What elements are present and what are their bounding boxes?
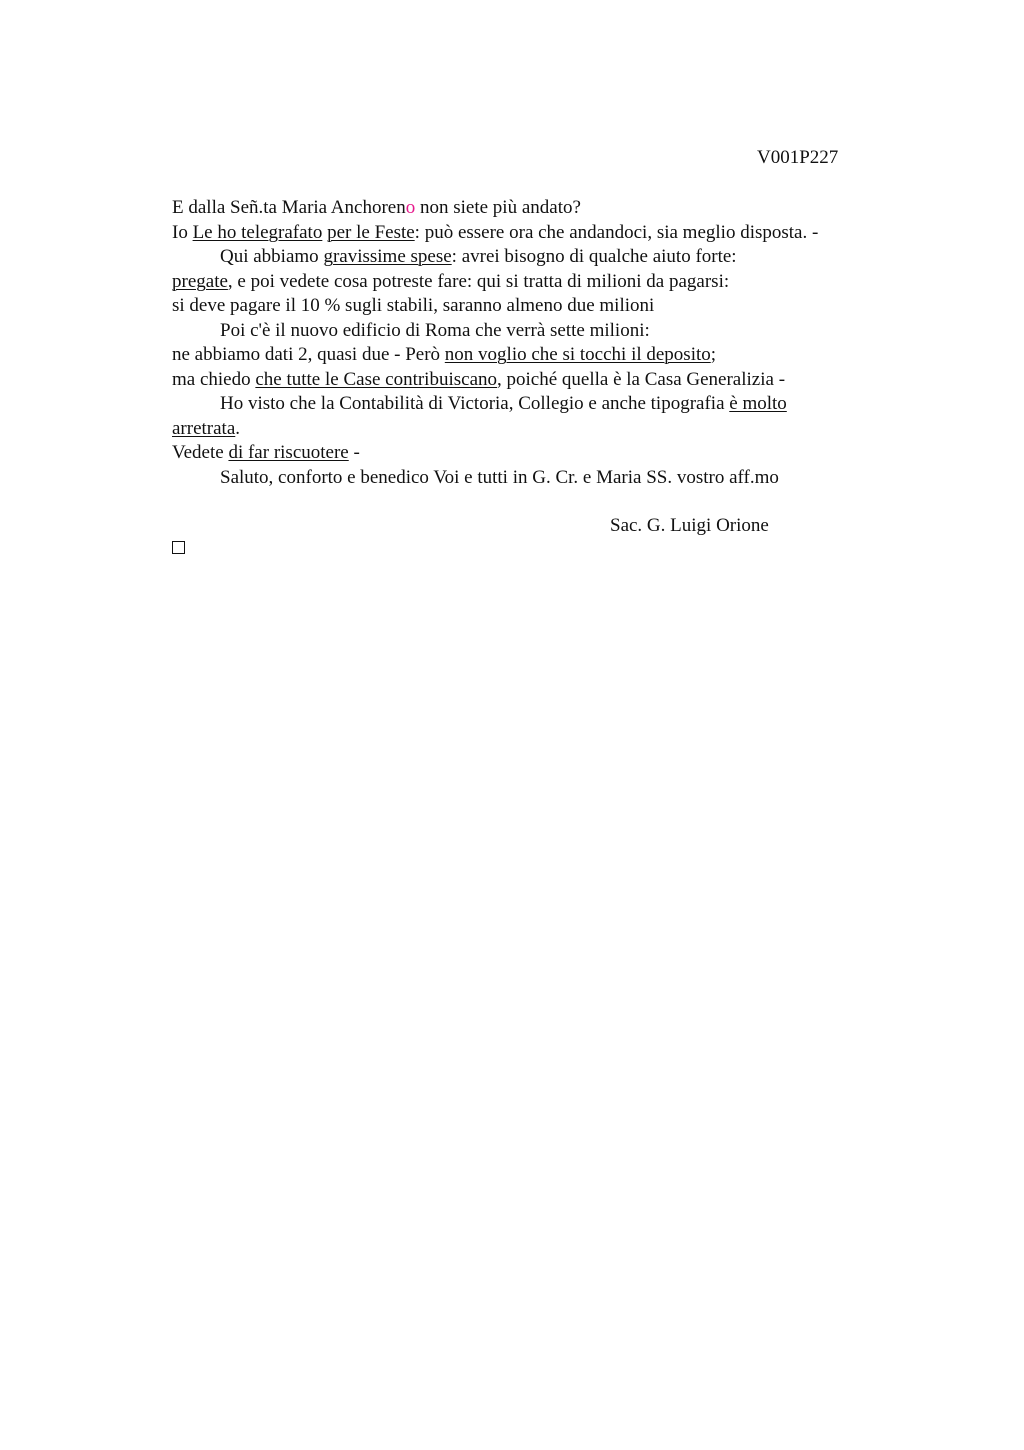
text-segment: Poi c'è il nuovo edificio di Roma che verrà sette milioni: xyxy=(220,319,650,341)
text-line xyxy=(172,294,892,319)
underlined-text: arretrata xyxy=(172,417,236,439)
underlined-text: di far riscuotere xyxy=(228,442,349,463)
text-segment: ; xyxy=(710,344,717,365)
text-line xyxy=(172,196,892,221)
checkbox-square-icon xyxy=(172,541,185,554)
signature: Sac. G. Luigi Orione xyxy=(610,515,769,536)
letter-body xyxy=(172,196,892,490)
text-line xyxy=(172,368,892,393)
text-line xyxy=(172,417,892,442)
text-segment: : avrei bisogno di qualche aiuto forte: xyxy=(451,246,737,267)
text-segment: - xyxy=(348,442,360,463)
underlined-text: pregate xyxy=(172,270,228,292)
text-segment: , e poi vedete cosa potreste fare: qui si tratta di milioni da pagarsi: xyxy=(227,270,730,292)
text-segment: Io xyxy=(172,221,193,243)
underlined-text: per le Feste xyxy=(327,221,415,243)
text-segment: Qui abbiamo xyxy=(220,246,324,267)
text-line xyxy=(172,245,892,270)
text-segment: ne abbiamo dati 2, quasi due - Però xyxy=(172,344,445,365)
underlined-text: gravissime spese xyxy=(323,246,452,267)
underlined-text: non voglio che si tocchi il deposito xyxy=(444,344,711,365)
text-segment: E dalla Señ.ta Maria Anchoren xyxy=(172,197,406,218)
text-line xyxy=(172,466,892,491)
text-line xyxy=(172,221,892,246)
underlined-text: che tutte le Case contribuiscano xyxy=(255,368,497,390)
text-segment: si deve pagare il 10 % sugli stabili, saranno almeno due milioni xyxy=(172,295,655,316)
text-segment: Vedete xyxy=(172,442,229,463)
underlined-text: è molto xyxy=(729,393,787,414)
text-segment: ma chiedo xyxy=(172,368,256,390)
text-segment: Ho visto che la Contabilità di Victoria, Collegio e anche tipografia xyxy=(220,393,730,414)
text-segment: , poiché quella è la Casa Generalizia - xyxy=(497,368,786,390)
text-line xyxy=(172,343,892,368)
text-segment: . xyxy=(235,417,241,439)
text-segment: : può essere ora che andandoci, sia meglio disposta. - xyxy=(414,221,819,243)
text-segment: non siete più andato? xyxy=(415,197,581,218)
highlighted-letter: o xyxy=(405,197,416,218)
document-id: V001P227 xyxy=(757,147,839,168)
text-line xyxy=(172,319,892,344)
text-line xyxy=(172,392,892,417)
underlined-text: Le ho telegrafato xyxy=(192,221,323,243)
text-line xyxy=(172,441,892,466)
text-line xyxy=(172,270,892,295)
text-segment: Saluto, conforto e benedico Voi e tutti in G. Cr. e Maria SS. vostro aff.mo xyxy=(220,466,779,488)
